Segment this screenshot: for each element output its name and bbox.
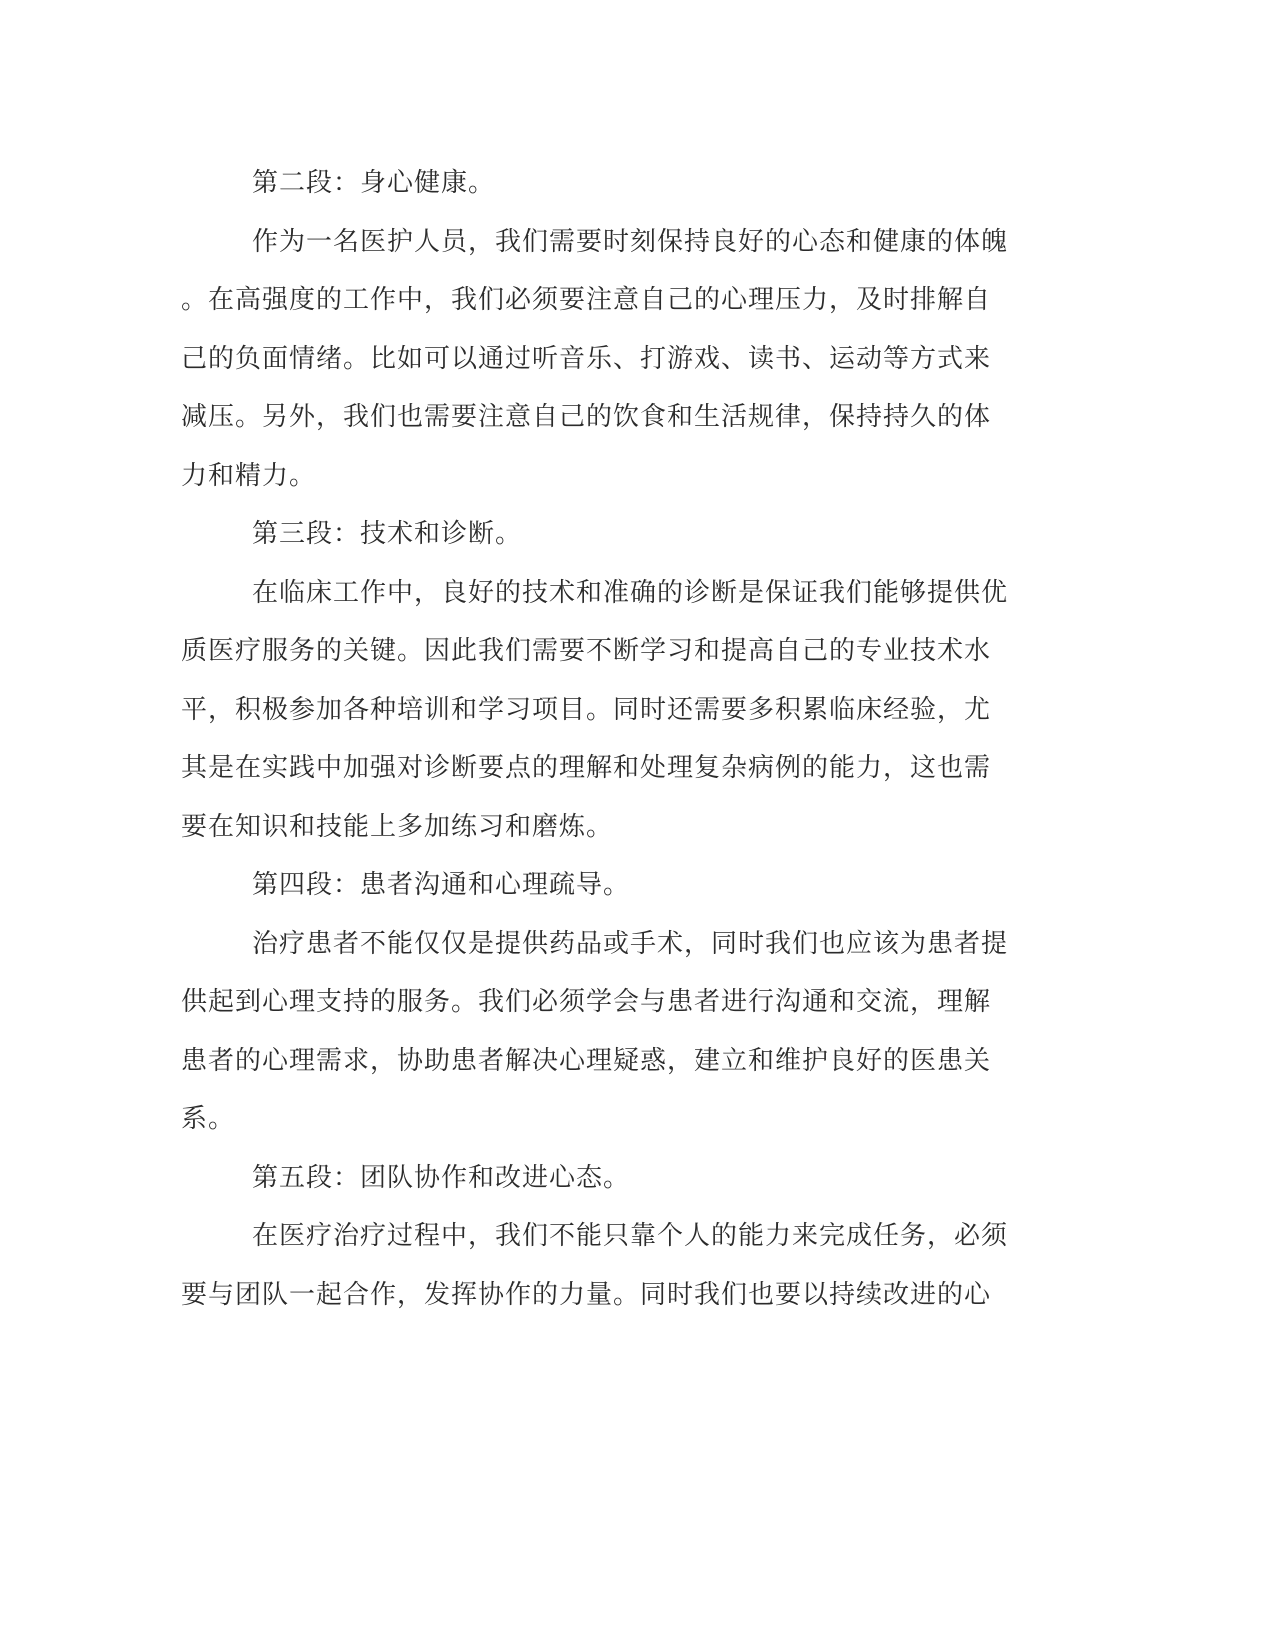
paragraph-line: 要在知识和技能上多加练习和磨炼。 — [181, 811, 614, 842]
paragraph-line: 。在高强度的工作中，我们必须要注意自己的心理压力，及时排解自 — [181, 285, 992, 315]
paragraph-line: 己的负面情绪。比如可以通过听音乐、打游戏、读书、运动等方式来 — [181, 343, 992, 374]
paragraph-line: 其是在实践中加强对诊断要点的理解和处理复杂病例的能力，这也需 — [181, 753, 992, 783]
section-heading-4: 第四段：患者沟通和心理疏导。 — [252, 870, 631, 900]
paragraph-line: 在临床工作中，良好的技术和准确的诊断是保证我们能够提供优 — [252, 577, 1009, 608]
section-heading-5: 第五段：团队协作和改进心态。 — [252, 1162, 631, 1193]
paragraph-line: 供起到心理支持的服务。我们必须学会与患者进行沟通和交流，理解 — [181, 987, 992, 1017]
document-body — [181, 154, 1031, 1324]
paragraph-line: 要与团队一起合作，发挥协作的力量。同时我们也要以持续改进的心 — [181, 1279, 992, 1310]
section-heading-3: 第三段：技术和诊断。 — [252, 519, 523, 549]
section-heading-2: 第二段：身心健康。 — [252, 168, 496, 198]
paragraph-line: 在医疗治疗过程中，我们不能只靠个人的能力来完成任务，必须 — [252, 1221, 1009, 1251]
paragraph-line: 患者的心理需求，协助患者解决心理疑惑，建立和维护良好的医患关 — [181, 1045, 992, 1076]
paragraph-line: 力和精力。 — [181, 460, 317, 491]
paragraph-line: 系。 — [181, 1104, 236, 1134]
paragraph-line: 治疗患者不能仅仅是提供药品或手术，同时我们也应该为患者提 — [252, 928, 1009, 959]
paragraph-line: 减压。另外，我们也需要注意自己的饮食和生活规律，保持持久的体 — [181, 402, 992, 432]
paragraph-line: 作为一名医护人员，我们需要时刻保持良好的心态和健康的体魄 — [252, 226, 1009, 257]
paragraph-line: 质医疗服务的关键。因此我们需要不断学习和提高自己的专业技术水 — [181, 636, 992, 666]
paragraph-line: 平，积极参加各种培训和学习项目。同时还需要多积累临床经验，尤 — [181, 694, 992, 725]
